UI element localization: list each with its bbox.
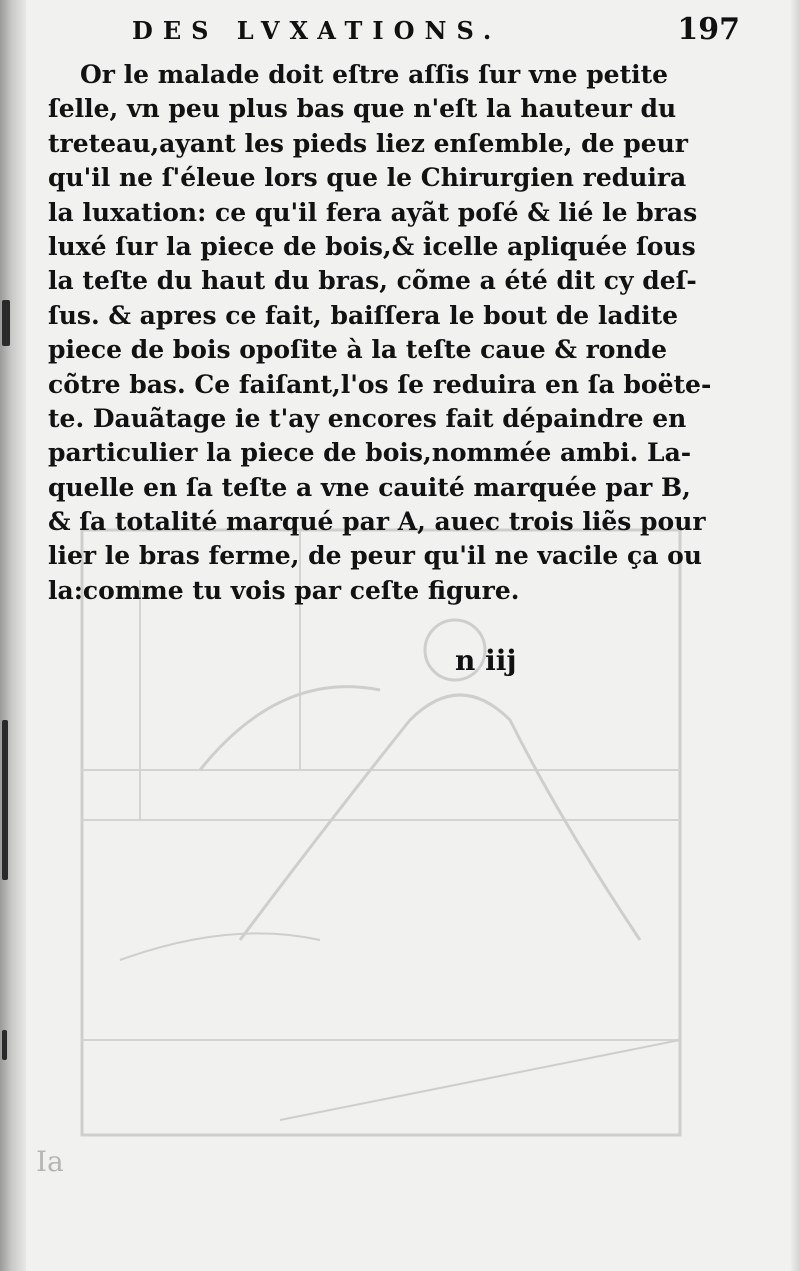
- text-line: qu'il ne ſ'éleue lors que le Chirurgien reduira: [48, 163, 687, 193]
- text-line: particulier la piece de bois,nommée ambi. La-: [48, 438, 692, 468]
- signature-mark: n iij: [455, 644, 517, 677]
- text-line: ſelle, vn peu plus bas que n'eſt la hauteur du: [48, 94, 677, 124]
- text-line: ſus. & apres ce fait, baiſſera le bout de ladite: [48, 300, 679, 330]
- running-head-title: DES LVXATIONS.: [132, 16, 502, 45]
- body-paragraph: [48, 58, 712, 608]
- text-line: cõtre bas. Ce faiſant,l'os ſe reduira en ſa boëte-: [48, 369, 712, 399]
- page-edge-shadow: [790, 0, 800, 1271]
- text-line: la luxation: ce qu'il fera ayãt poſé & lié le bras: [48, 197, 698, 227]
- text-line: la teſte du haut du bras, cõme a été dit cy deſ-: [48, 266, 697, 296]
- text-line: treteau,ayant les pieds liez enſemble, de peur: [48, 128, 688, 158]
- text-line: lier le bras ferme, de peur qu'il ne vacile ça ou: [48, 541, 702, 571]
- page-number: 197: [677, 12, 740, 47]
- text-line: piece de bois opoſite à la teſte caue & ronde: [48, 335, 668, 365]
- text-line: te. Dauãtage ie t'ay encores fait dépaindre en: [48, 403, 687, 433]
- text-line: la:comme tu vois par ceſte figure.: [48, 575, 520, 605]
- binding-gutter: [0, 0, 26, 1271]
- running-head: [80, 10, 740, 50]
- gutter-ink-mark: [2, 1030, 7, 1060]
- text-line: luxé ſur la piece de bois,& icelle apliquée ſous: [48, 231, 696, 261]
- show-through-woodcut-illustration: [80, 520, 685, 1140]
- gutter-ink-mark: [2, 300, 10, 346]
- text-line: quelle en ſa teſte a vne cauité marquée par B,: [48, 472, 691, 502]
- show-through-letter: Ia: [36, 1145, 64, 1178]
- text-line: & ſa totalité marqué par A, auec trois liẽs pour: [48, 507, 706, 537]
- gutter-ink-mark: [2, 720, 8, 880]
- text-line: Or le malade doit eſtre aſſis ſur vne petite: [80, 60, 669, 89]
